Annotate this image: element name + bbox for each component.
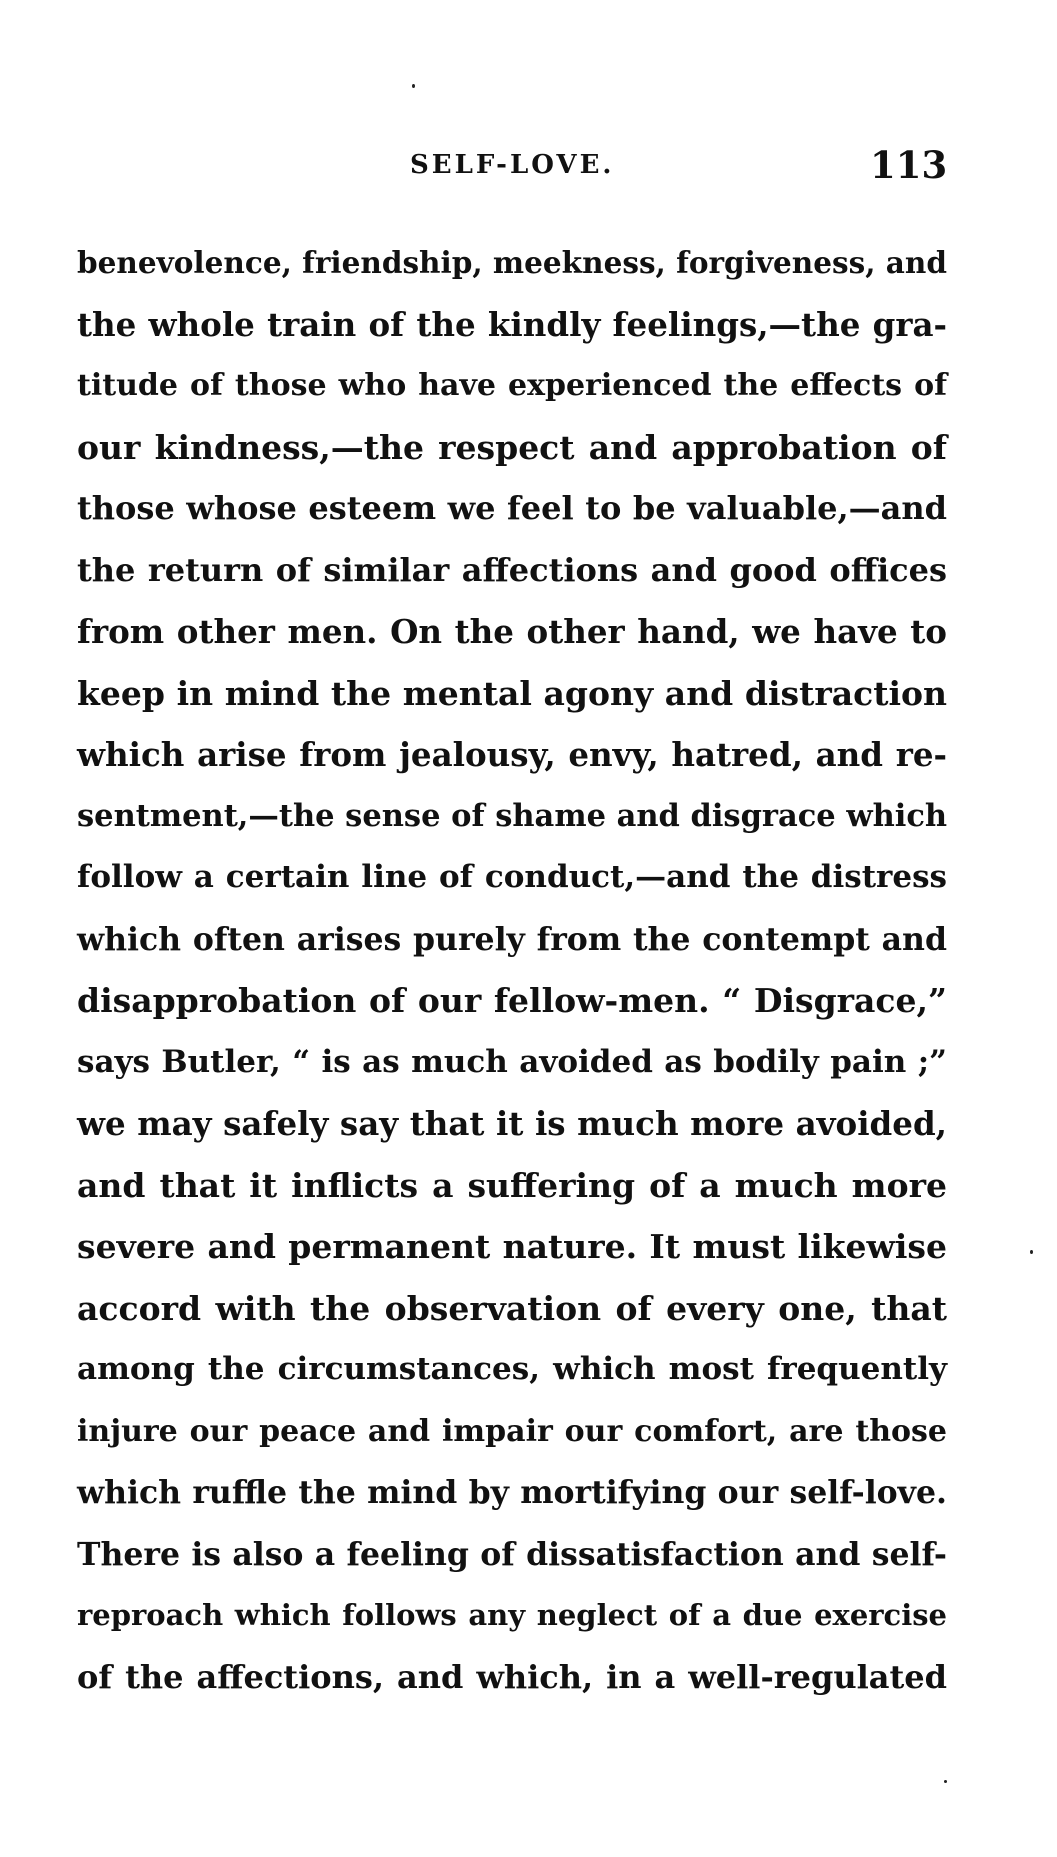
- text-line: severe and permanent nature. It must likewise: [77, 1227, 947, 1266]
- text-line: among the circumstances, which most frequently: [77, 1351, 947, 1387]
- text-line: follow a certain line of conduct,—and the distress: [77, 859, 947, 895]
- text-line: sentment,—the sense of shame and disgrace which: [77, 797, 948, 834]
- text-line: those whose esteem we feel to be valuable,—and: [77, 489, 947, 527]
- running-head: SELF-LOVE.: [410, 150, 615, 180]
- scan-speck: [1030, 1250, 1033, 1254]
- text-line: titude of those who have experienced the effects of: [77, 368, 947, 403]
- scan-speck: [412, 84, 415, 88]
- text-line: of the affections, and which, in a well-regulated: [77, 1657, 947, 1696]
- text-line: and that it inflicts a suffering of a much more: [77, 1165, 947, 1205]
- text-line: There is also a feeling of dissatisfaction and self-: [77, 1535, 947, 1573]
- text-line: the whole train of the kindly feelings,—the gra-: [77, 304, 947, 344]
- text-line: we may safely say that it is much more avoided,: [77, 1104, 947, 1143]
- text-line: disapprobation of our fellow-men. “ Disgrace,”: [77, 981, 947, 1020]
- text-line: says Butler, “ is as much avoided as bodily pain ;”: [77, 1043, 947, 1080]
- text-line: reproach which follows any neglect of a due exercise: [77, 1598, 947, 1632]
- text-line: which ruffle the mind by mortifying our self-love.: [77, 1474, 947, 1511]
- text-line: which arise from jealousy, envy, hatred, and re-: [77, 735, 947, 774]
- text-line: which often arises purely from the contempt and: [77, 920, 947, 958]
- text-line: injure our peace and impair our comfort, are those: [77, 1413, 947, 1449]
- page-number: 113: [870, 143, 948, 187]
- text-line: accord with the observation of every one, that: [77, 1288, 947, 1328]
- body-text: [77, 232, 947, 1708]
- text-line: benevolence, friendship, meekness, forgiveness, and: [77, 245, 947, 280]
- text-line: from other men. On the other hand, we have to: [77, 612, 947, 651]
- text-line: keep in mind the mental agony and distraction: [77, 673, 947, 713]
- text-line: the return of similar affections and good offices: [77, 550, 947, 589]
- scan-speck: [944, 1780, 947, 1783]
- text-line: our kindness,—the respect and approbation of: [77, 427, 947, 467]
